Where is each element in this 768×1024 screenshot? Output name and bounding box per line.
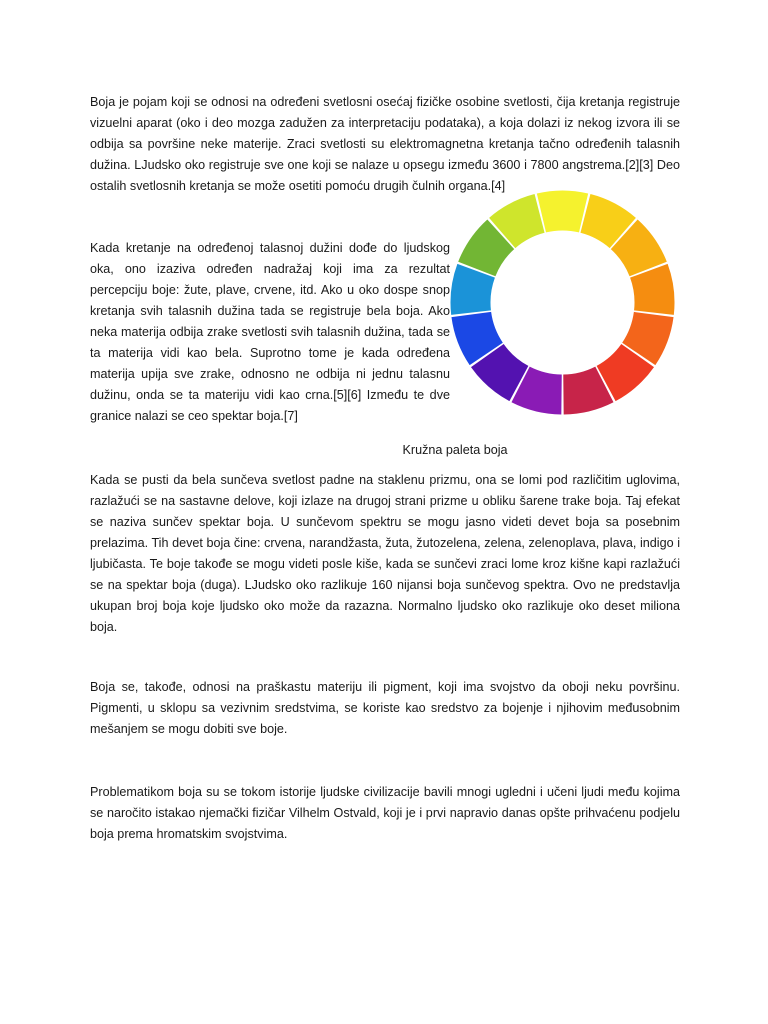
paragraph-pigment: Boja se, takođe, odnosi na praškastu materiju ili pigment, koji ima svojstvo da oboji neku površinu. Pigmenti, u sklopu sa vezivnim sredstvima, se koriste kao sredstvo za bojenje i njihovim međusobnim mešanjem se mogu dobiti sve boje. (90, 680, 680, 736)
figure-caption: Kružna paleta boja (402, 443, 508, 457)
paragraph-spectrum: Kada se pusti da bela sunčeva svetlost padne na staklenu prizmu, ona se lomi pod različitim uglovima, razlažući se na sastavne delove, koji izlaze na drugoj strani prizme u obliku šarene trake boja. Taj efekat se naziva sunčev spektar boja. U sunčevom spektru se mogu jasno videti devet boja sa posebnim prelazima. Tih devet boja čine: crvena, narandžasta, žuta, žutozelena, zelena, zelenoplava, plava, indigo i ljubičasta. Te boje takođe se mogu videti posle kiše, kada se sunčevi zraci lome kroz kišne kapi razlažući se na spektar boja (duga). LJudsko oko razlikuje 160 nijansi boja sunčevog spektra. Ovo ne predstavlja ukupan broj boja koje ljudsko oko može da razazna. Normalno ljudsko oko razlikuje oko deset miliona boja. (90, 473, 680, 634)
paragraph-history: Problematikom boja su se tokom istorije ljudske civilizacije bavili mnogi ugledni i učeni ljudi među kojima se naročito istakao njemački fizičar Vilhelm Ostvald, koji je i prvi napravio danas opšte prihvaćenu podjelu boja prema hromatskim svojstvima. (90, 785, 680, 841)
color-wheel-segment (537, 191, 588, 233)
paragraph-intro: Boja je pojam koji se odnosi na određeni svetlosni osećaj fizičke osobine svetlosti, čija kretanja registruje vizuelni aparat (oko i deo mozga zadužen za interpretaciju podataka), a koja dolazi iz nekog izvora ili se odbija sa površine neke materije. Zraci svetlosti su elektromagnetna kretanja tačno određenih talasnih dužina. LJudsko oko registruje sve one koji se nalaze u opsegu između 3600 i 7800 angstrema.[2][3] Deo ostalih svetlosnih kretanja se može osetiti pomoću drugih čulnih organa.[4] (90, 95, 680, 193)
color-wheel-figure (450, 190, 675, 415)
paragraph-perception: Kada kretanje na određenoj talasnoj dužini dođe do ljudskog oka, ono izaziva određen nadražaj koji ima za rezultat percepciju boje: žute, plave, crvene, itd. Ako u oko dospe snop kretanja svih talasnih dužina tada se registruje bela boja. Ako neka materija odbija zrake svetlosti svih talasnih dužina, tada se ta materija vidi kao bela. Suprotno tome je kada određena materija upija sve zrake, odnosno ne odbija ni jednu talasnu dužinu, onda se ta materiju vidi kao crna.[5][6] Između te dve granice nalazi se ceo spektar boja.[7] (90, 241, 450, 423)
